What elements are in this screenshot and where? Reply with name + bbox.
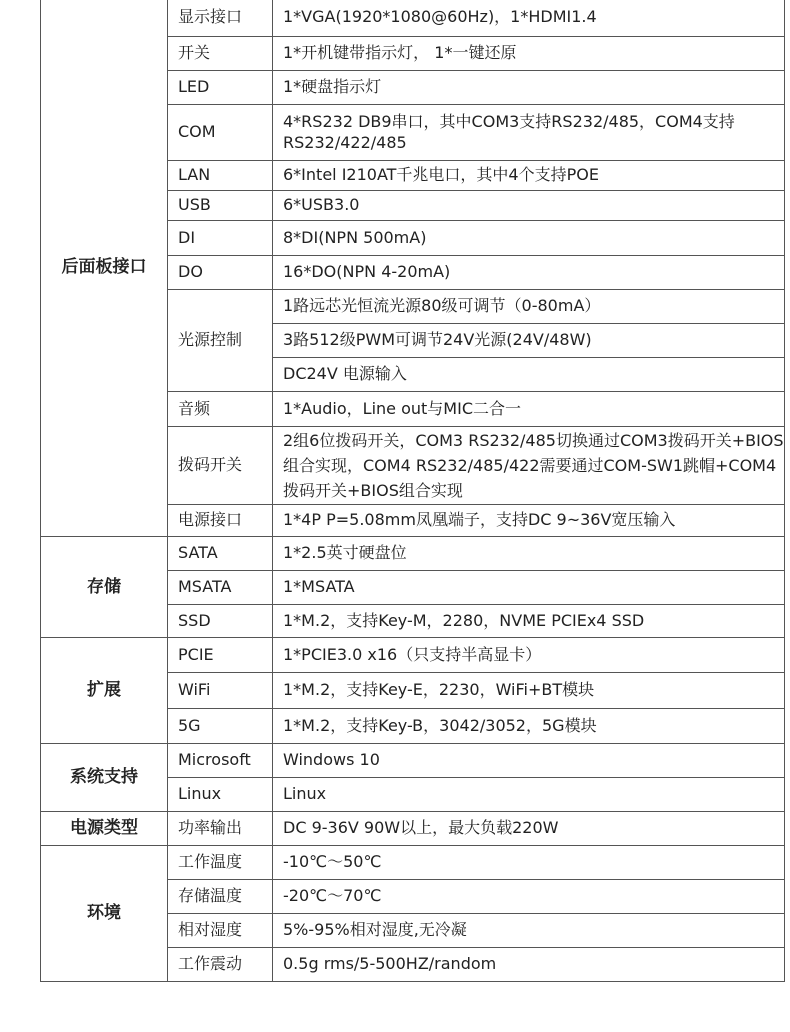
value-cell: 1*PCIE3.0 x16（只支持半高显卡） [273,637,785,672]
value-cell: 1*M.2，支持Key-M，2280，NVME PCIEx4 SSD [273,604,785,637]
category-cell: 系统支持 [41,743,168,811]
item-cell: 相对湿度 [168,913,273,947]
item-cell: 拨码开关 [168,426,273,504]
value-cell: 1*M.2，支持Key-B，3042/3052，5G模块 [273,708,785,743]
value-cell: 3路512级PWM可调节24V光源(24V/48W) [273,323,785,357]
table-row [41,0,785,36]
item-cell: 显示接口 [168,0,273,36]
category-cell: 后面板接口 [41,0,168,536]
table-row [41,637,785,672]
value-cell: 1*VGA(1920*1080@60Hz)，1*HDMI1.4 [273,0,785,36]
item-cell: Linux [168,777,273,811]
table-row [41,536,785,570]
item-cell: SATA [168,536,273,570]
category-cell: 电源类型 [41,811,168,845]
item-cell: 光源控制 [168,289,273,391]
item-cell: 音频 [168,391,273,426]
value-cell: -10℃～50℃ [273,845,785,879]
value-cell: DC24V 电源输入 [273,357,785,391]
value-cell: DC 9-36V 90W以上，最大负载220W [273,811,785,845]
value-cell: 16*DO(NPN 4-20mA) [273,255,785,289]
value-cell: 6*Intel I210AT千兆电口，其中4个支持POE [273,160,785,190]
item-cell: 5G [168,708,273,743]
value-cell: 6*USB3.0 [273,190,785,220]
value-cell: -20℃～70℃ [273,879,785,913]
value-cell: 1*2.5英寸硬盘位 [273,536,785,570]
spec-table [40,0,785,982]
category-cell: 扩展 [41,637,168,743]
value-cell: Windows 10 [273,743,785,777]
item-cell: LAN [168,160,273,190]
item-cell: DI [168,220,273,255]
table-row [41,845,785,879]
table-row [41,811,785,845]
value-cell: 1*MSATA [273,570,785,604]
value-cell: 1*开机键带指示灯， 1*一键还原 [273,36,785,70]
item-cell: COM [168,104,273,160]
value-cell: Linux [273,777,785,811]
value-cell: 8*DI(NPN 500mA) [273,220,785,255]
item-cell: 工作震动 [168,947,273,981]
value-cell: 2组6位拨码开关，COM3 RS232/485切换通过COM3拨码开关+BIOS组合实现，COM4 RS232/485/422需要通过COM-SW1跳帽+COM4拨码开关+BIOS组合实现 [273,426,785,504]
item-cell: LED [168,70,273,104]
item-cell: Microsoft [168,743,273,777]
value-cell: 4*RS232 DB9串口，其中COM3支持RS232/485，COM4支持RS232/422/485 [273,104,785,160]
item-cell: 工作温度 [168,845,273,879]
item-cell: SSD [168,604,273,637]
item-cell: MSATA [168,570,273,604]
category-cell: 环境 [41,845,168,981]
item-cell: 存储温度 [168,879,273,913]
value-cell: 1*M.2，支持Key-E，2230，WiFi+BT模块 [273,672,785,708]
item-cell: 开关 [168,36,273,70]
value-cell: 1*Audio，Line out与MIC二合一 [273,391,785,426]
table-row [41,743,785,777]
item-cell: DO [168,255,273,289]
value-cell: 0.5g rms/5-500HZ/random [273,947,785,981]
item-cell: 电源接口 [168,504,273,536]
item-cell: WiFi [168,672,273,708]
item-cell: USB [168,190,273,220]
item-cell: PCIE [168,637,273,672]
category-cell: 存储 [41,536,168,637]
item-cell: 功率输出 [168,811,273,845]
value-cell: 1路远芯光恒流光源80级可调节（0-80mA） [273,289,785,323]
value-cell: 1*4P P=5.08mm凤凰端子，支持DC 9~36V宽压输入 [273,504,785,536]
value-cell: 5%-95%相对湿度,无冷凝 [273,913,785,947]
value-cell: 1*硬盘指示灯 [273,70,785,104]
